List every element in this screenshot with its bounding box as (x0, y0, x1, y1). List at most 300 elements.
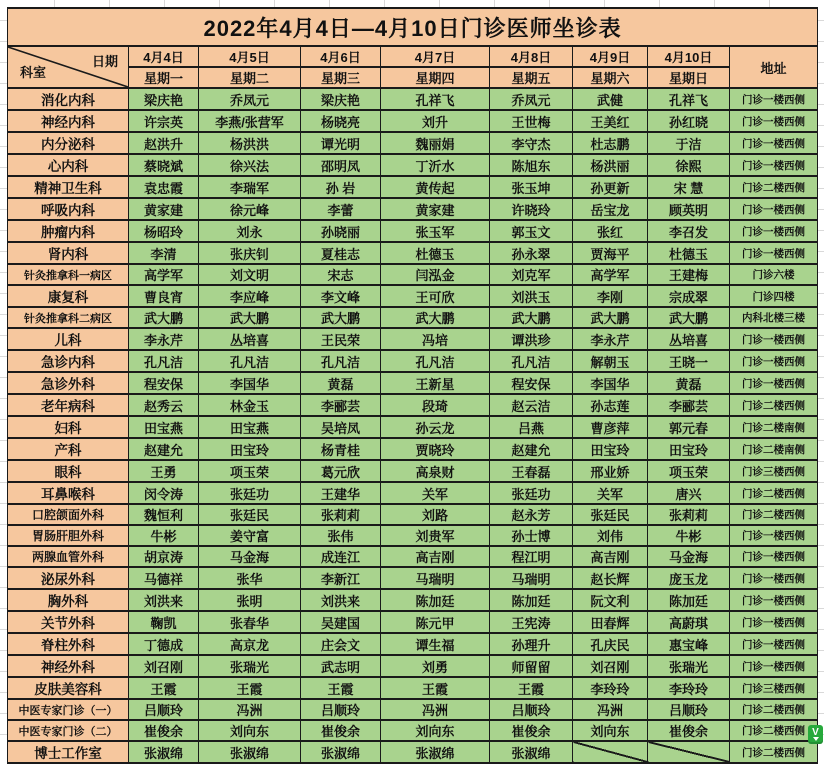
doctor-cell[interactable]: 陈加廷 (648, 589, 730, 611)
doctor-cell[interactable]: 武大鹏 (490, 307, 573, 328)
date-header-1[interactable]: 4月4日 (129, 46, 199, 67)
doctor-cell[interactable]: 谭洪珍 (490, 328, 573, 350)
doctor-cell[interactable]: 杨洪丽 (573, 154, 648, 176)
doctor-cell[interactable]: 孙晓丽 (301, 220, 381, 242)
doctor-cell[interactable]: 吕顺玲 (301, 699, 381, 720)
doctor-cell[interactable]: 陈旭东 (490, 154, 573, 176)
doctor-cell[interactable]: 师留留 (490, 655, 573, 677)
doctor-cell[interactable]: 高学军 (573, 264, 648, 285)
doctor-cell[interactable]: 马瑞明 (490, 567, 573, 589)
doctor-cell[interactable]: 武大鹏 (301, 307, 381, 328)
dept-cell[interactable]: 胸外科 (8, 589, 129, 611)
doctor-cell[interactable]: 葛元欣 (301, 460, 381, 482)
wps-corner-badge-icon[interactable] (808, 725, 823, 744)
doctor-cell[interactable]: 袁忠霞 (129, 176, 199, 198)
doctor-cell[interactable]: 张淑绵 (301, 741, 381, 763)
dept-cell[interactable]: 神经外科 (8, 655, 129, 677)
address-cell[interactable]: 门诊二楼西侧 (730, 741, 818, 763)
doctor-cell[interactable]: 张廷民 (573, 504, 648, 525)
address-cell[interactable]: 门诊二楼西侧 (730, 394, 818, 416)
doctor-cell[interactable]: 武大鹏 (381, 307, 490, 328)
badge-glyph: V (812, 727, 819, 738)
address-cell[interactable]: 门诊四楼 (730, 285, 818, 307)
doctor-cell[interactable]: 陈加廷 (490, 589, 573, 611)
doctor-cell[interactable]: 李刚 (573, 285, 648, 307)
empty-slash-cell[interactable] (648, 741, 730, 763)
doctor-cell[interactable]: 高吉刚 (573, 546, 648, 567)
doctor-cell[interactable]: 杨晓亮 (301, 110, 381, 132)
doctor-cell[interactable]: 姜守富 (199, 525, 301, 546)
doctor-cell[interactable]: 孔凡洁 (199, 350, 301, 372)
doctor-cell[interactable]: 许宗英 (129, 110, 199, 132)
doctor-cell[interactable]: 刘文明 (199, 264, 301, 285)
doctor-cell[interactable]: 程安保 (129, 372, 199, 394)
doctor-cell[interactable]: 刘升 (381, 110, 490, 132)
doctor-cell[interactable]: 赵洪升 (129, 132, 199, 154)
doctor-cell[interactable]: 梁庆艳 (301, 88, 381, 110)
doctor-cell[interactable]: 冯洲 (199, 699, 301, 720)
doctor-cell[interactable]: 庄会文 (301, 633, 381, 655)
dept-cell[interactable]: 急诊内科 (8, 350, 129, 372)
doctor-cell[interactable]: 王霞 (490, 677, 573, 699)
doctor-cell[interactable]: 岳宝龙 (573, 198, 648, 220)
doctor-cell[interactable]: 刘洪玉 (490, 285, 573, 307)
doctor-cell[interactable]: 郭元春 (648, 416, 730, 438)
address-cell[interactable]: 门诊一楼西侧 (730, 567, 818, 589)
doctor-cell[interactable]: 张瑞光 (648, 655, 730, 677)
doctor-cell[interactable]: 胡京涛 (129, 546, 199, 567)
doctor-cell[interactable]: 王春磊 (490, 460, 573, 482)
doctor-cell[interactable]: 冯洲 (573, 699, 648, 720)
doctor-cell[interactable]: 项玉荣 (648, 460, 730, 482)
dept-cell[interactable]: 心内科 (8, 154, 129, 176)
doctor-cell[interactable]: 鞠凯 (129, 611, 199, 633)
doctor-cell[interactable]: 黄家建 (129, 198, 199, 220)
doctor-cell[interactable]: 杨洪洪 (199, 132, 301, 154)
address-cell[interactable]: 门诊一楼西侧 (730, 633, 818, 655)
date-header-6[interactable]: 4月9日 (573, 46, 648, 67)
doctor-cell[interactable]: 孔庆民 (573, 633, 648, 655)
doctor-cell[interactable]: 徐兴法 (199, 154, 301, 176)
doctor-cell[interactable]: 刘向东 (573, 720, 648, 741)
doctor-cell[interactable]: 张淑绵 (381, 741, 490, 763)
address-cell[interactable]: 门诊一楼西侧 (730, 220, 818, 242)
weekday-header-3[interactable]: 星期三 (301, 67, 381, 88)
doctor-cell[interactable]: 黄磊 (301, 372, 381, 394)
address-cell[interactable]: 门诊六楼 (730, 264, 818, 285)
doctor-cell[interactable]: 田宝玲 (199, 438, 301, 460)
doctor-cell[interactable]: 吕顺玲 (490, 699, 573, 720)
doctor-cell[interactable]: 张伟 (301, 525, 381, 546)
doctor-cell[interactable]: 王建华 (301, 482, 381, 504)
doctor-cell[interactable]: 成连江 (301, 546, 381, 567)
doctor-cell[interactable]: 王可欣 (381, 285, 490, 307)
doctor-cell[interactable]: 李瑞军 (199, 176, 301, 198)
doctor-cell[interactable]: 王新星 (381, 372, 490, 394)
date-header-3[interactable]: 4月6日 (301, 46, 381, 67)
dept-cell[interactable]: 老年病科 (8, 394, 129, 416)
address-cell[interactable]: 门诊一楼西侧 (730, 655, 818, 677)
doctor-cell[interactable]: 孙志莲 (573, 394, 648, 416)
date-header-4[interactable]: 4月7日 (381, 46, 490, 67)
doctor-cell[interactable]: 高蔚琪 (648, 611, 730, 633)
doctor-cell[interactable]: 李蕾 (301, 198, 381, 220)
doctor-cell[interactable]: 孙理升 (490, 633, 573, 655)
address-cell[interactable]: 门诊二楼西侧 (730, 482, 818, 504)
doctor-cell[interactable]: 闵令涛 (129, 482, 199, 504)
address-cell[interactable]: 门诊二楼南侧 (730, 438, 818, 460)
doctor-cell[interactable]: 王霞 (301, 677, 381, 699)
doctor-cell[interactable]: 王美红 (573, 110, 648, 132)
doctor-cell[interactable]: 李郦芸 (648, 394, 730, 416)
doctor-cell[interactable]: 关军 (381, 482, 490, 504)
dept-cell[interactable]: 口腔颌面外科 (8, 504, 129, 525)
doctor-cell[interactable]: 张明 (199, 589, 301, 611)
doctor-cell[interactable]: 关军 (573, 482, 648, 504)
doctor-cell[interactable]: 武志明 (301, 655, 381, 677)
doctor-cell[interactable]: 徐元峰 (199, 198, 301, 220)
date-header-2[interactable]: 4月5日 (199, 46, 301, 67)
dept-cell[interactable]: 博士工作室 (8, 741, 129, 763)
doctor-cell[interactable]: 蔡晓斌 (129, 154, 199, 176)
doctor-cell[interactable]: 李应峰 (199, 285, 301, 307)
doctor-cell[interactable]: 吴培凤 (301, 416, 381, 438)
doctor-cell[interactable]: 刘克军 (490, 264, 573, 285)
doctor-cell[interactable]: 田宝玲 (573, 438, 648, 460)
address-cell[interactable]: 门诊三楼西侧 (730, 460, 818, 482)
doctor-cell[interactable]: 吕燕 (490, 416, 573, 438)
doctor-cell[interactable]: 张瑞光 (199, 655, 301, 677)
doctor-cell[interactable]: 王民荣 (301, 328, 381, 350)
dept-cell[interactable]: 儿科 (8, 328, 129, 350)
doctor-cell[interactable]: 刘召刚 (573, 655, 648, 677)
doctor-cell[interactable]: 王世梅 (490, 110, 573, 132)
address-cell[interactable]: 门诊一楼西侧 (730, 198, 818, 220)
address-cell[interactable]: 门诊一楼西侧 (730, 328, 818, 350)
doctor-cell[interactable]: 刘召刚 (129, 655, 199, 677)
dept-cell[interactable]: 神经内科 (8, 110, 129, 132)
address-cell[interactable]: 门诊一楼西侧 (730, 154, 818, 176)
address-cell[interactable]: 门诊一楼西侧 (730, 242, 818, 264)
doctor-cell[interactable]: 项玉荣 (199, 460, 301, 482)
doctor-cell[interactable]: 马德祥 (129, 567, 199, 589)
doctor-cell[interactable]: 刘伟 (573, 525, 648, 546)
doctor-cell[interactable]: 杜志鹏 (573, 132, 648, 154)
doctor-cell[interactable]: 乔凤元 (490, 88, 573, 110)
doctor-cell[interactable]: 王霞 (199, 677, 301, 699)
doctor-cell[interactable]: 刘向东 (381, 720, 490, 741)
doctor-cell[interactable]: 宋志 (301, 264, 381, 285)
dept-cell[interactable]: 皮肤美容科 (8, 677, 129, 699)
doctor-cell[interactable]: 顾英明 (648, 198, 730, 220)
doctor-cell[interactable]: 马金海 (199, 546, 301, 567)
doctor-cell[interactable]: 张庆钊 (199, 242, 301, 264)
dept-cell[interactable]: 针灸推拿科一病区 (8, 264, 129, 285)
doctor-cell[interactable]: 马瑞明 (381, 567, 490, 589)
dept-cell[interactable]: 两腺血管外科 (8, 546, 129, 567)
doctor-cell[interactable]: 吕顺玲 (129, 699, 199, 720)
doctor-cell[interactable]: 解朝玉 (573, 350, 648, 372)
doctor-cell[interactable]: 高吉刚 (381, 546, 490, 567)
doctor-cell[interactable]: 王晓一 (648, 350, 730, 372)
doctor-cell[interactable]: 刘永 (199, 220, 301, 242)
doctor-cell[interactable]: 李国华 (199, 372, 301, 394)
address-cell[interactable]: 门诊一楼西侧 (730, 589, 818, 611)
dept-cell[interactable]: 针灸推拿科二病区 (8, 307, 129, 328)
doctor-cell[interactable]: 武大鹏 (129, 307, 199, 328)
doctor-cell[interactable]: 梁庆艳 (129, 88, 199, 110)
doctor-cell[interactable]: 武大鹏 (573, 307, 648, 328)
doctor-cell[interactable]: 邵明凤 (301, 154, 381, 176)
doctor-cell[interactable]: 孔祥飞 (381, 88, 490, 110)
doctor-cell[interactable]: 崔俊余 (301, 720, 381, 741)
doctor-cell[interactable]: 孙士博 (490, 525, 573, 546)
dept-cell[interactable]: 妇科 (8, 416, 129, 438)
doctor-cell[interactable]: 高泉财 (381, 460, 490, 482)
doctor-cell[interactable]: 李永芹 (573, 328, 648, 350)
weekday-header-7[interactable]: 星期日 (648, 67, 730, 88)
doctor-cell[interactable]: 吕顺玲 (648, 699, 730, 720)
address-cell[interactable]: 门诊三楼西侧 (730, 677, 818, 699)
doctor-cell[interactable]: 许晓玲 (490, 198, 573, 220)
doctor-cell[interactable]: 王霞 (129, 677, 199, 699)
doctor-cell[interactable]: 武健 (573, 88, 648, 110)
doctor-cell[interactable]: 段琦 (381, 394, 490, 416)
doctor-cell[interactable]: 张莉莉 (301, 504, 381, 525)
doctor-cell[interactable]: 张廷功 (199, 482, 301, 504)
doctor-cell[interactable]: 丛培喜 (648, 328, 730, 350)
doctor-cell[interactable]: 闫泓金 (381, 264, 490, 285)
doctor-cell[interactable]: 牛彬 (648, 525, 730, 546)
doctor-cell[interactable]: 丛培喜 (199, 328, 301, 350)
doctor-cell[interactable]: 林金玉 (199, 394, 301, 416)
doctor-cell[interactable]: 杨青桂 (301, 438, 381, 460)
table-row (8, 198, 818, 220)
doctor-cell[interactable]: 孔凡洁 (129, 350, 199, 372)
doctor-cell[interactable]: 曹彦萍 (573, 416, 648, 438)
doctor-cell[interactable]: 曹良宵 (129, 285, 199, 307)
weekday-header-5[interactable]: 星期五 (490, 67, 573, 88)
doctor-cell[interactable]: 王霞 (381, 677, 490, 699)
address-cell[interactable]: 门诊二楼西侧 (730, 720, 818, 741)
doctor-cell[interactable]: 牛彬 (129, 525, 199, 546)
address-cell[interactable]: 门诊二楼西侧 (730, 504, 818, 525)
doctor-cell[interactable]: 张红 (573, 220, 648, 242)
doctor-cell[interactable]: 贾晓玲 (381, 438, 490, 460)
dept-cell[interactable]: 中医专家门诊（二） (8, 720, 129, 741)
doctor-cell[interactable]: 贾海平 (573, 242, 648, 264)
dept-cell[interactable]: 脊柱外科 (8, 633, 129, 655)
doctor-cell[interactable]: 谭生福 (381, 633, 490, 655)
dept-cell[interactable]: 中医专家门诊（一） (8, 699, 129, 720)
doctor-cell[interactable]: 武大鹏 (199, 307, 301, 328)
doctor-cell[interactable]: 李永芹 (129, 328, 199, 350)
address-cell[interactable]: 门诊一楼西侧 (730, 350, 818, 372)
doctor-cell[interactable]: 郭玉文 (490, 220, 573, 242)
doctor-cell[interactable]: 田宝玲 (648, 438, 730, 460)
address-cell[interactable]: 门诊一楼西侧 (730, 525, 818, 546)
doctor-cell[interactable]: 赵云洁 (490, 394, 573, 416)
weekday-header-1[interactable]: 星期一 (129, 67, 199, 88)
dept-cell[interactable]: 康复科 (8, 285, 129, 307)
dept-cell[interactable]: 精神卫生科 (8, 176, 129, 198)
doctor-cell[interactable]: 乔凤元 (199, 88, 301, 110)
doctor-cell[interactable]: 唐兴 (648, 482, 730, 504)
doctor-cell[interactable]: 张春华 (199, 611, 301, 633)
doctor-cell[interactable]: 徐熙 (648, 154, 730, 176)
doctor-cell[interactable]: 孔凡洁 (381, 350, 490, 372)
doctor-cell[interactable]: 孙更新 (573, 176, 648, 198)
address-cell[interactable]: 门诊二楼西侧 (730, 699, 818, 720)
doctor-cell[interactable]: 黄传起 (381, 176, 490, 198)
doctor-cell[interactable]: 李清 (129, 242, 199, 264)
doctor-cell[interactable]: 李新江 (301, 567, 381, 589)
doctor-cell[interactable]: 张华 (199, 567, 301, 589)
doctor-cell[interactable]: 李玲玲 (573, 677, 648, 699)
dept-cell[interactable]: 眼科 (8, 460, 129, 482)
doctor-cell[interactable]: 刘勇 (381, 655, 490, 677)
doctor-cell[interactable]: 孔祥飞 (648, 88, 730, 110)
doctor-cell[interactable]: 田春辉 (573, 611, 648, 633)
doctor-cell[interactable]: 刘路 (381, 504, 490, 525)
dept-cell[interactable]: 肿瘤内科 (8, 220, 129, 242)
doctor-cell[interactable]: 阮文利 (573, 589, 648, 611)
doctor-cell[interactable]: 王勇 (129, 460, 199, 482)
doctor-cell[interactable]: 王宪涛 (490, 611, 573, 633)
doctor-cell[interactable]: 田宝燕 (129, 416, 199, 438)
doctor-cell[interactable]: 孔凡洁 (301, 350, 381, 372)
doctor-cell[interactable]: 赵秀云 (129, 394, 199, 416)
doctor-cell[interactable]: 程安保 (490, 372, 573, 394)
dept-cell[interactable]: 产科 (8, 438, 129, 460)
doctor-cell[interactable]: 赵建允 (129, 438, 199, 460)
doctor-cell[interactable]: 田宝燕 (199, 416, 301, 438)
doctor-cell[interactable]: 赵长辉 (573, 567, 648, 589)
doctor-cell[interactable]: 黄家建 (381, 198, 490, 220)
doctor-cell[interactable]: 赵建允 (490, 438, 573, 460)
dept-cell[interactable]: 呼吸内科 (8, 198, 129, 220)
doctor-cell[interactable]: 李守杰 (490, 132, 573, 154)
doctor-cell[interactable]: 夏桂志 (301, 242, 381, 264)
doctor-cell[interactable]: 陈元甲 (381, 611, 490, 633)
table-title[interactable]: 2022年4月4日—4月10日门诊医师坐诊表 (8, 8, 818, 46)
doctor-cell[interactable]: 孙 岩 (301, 176, 381, 198)
doctor-cell[interactable]: 丁沂水 (381, 154, 490, 176)
address-cell[interactable]: 门诊一楼西侧 (730, 88, 818, 110)
doctor-cell[interactable]: 李召发 (648, 220, 730, 242)
doctor-cell[interactable]: 孔凡洁 (490, 350, 573, 372)
doctor-cell[interactable]: 赵永芳 (490, 504, 573, 525)
address-cell[interactable]: 门诊一楼西侧 (730, 372, 818, 394)
doctor-cell[interactable]: 孙云龙 (381, 416, 490, 438)
doctor-cell[interactable]: 张淑绵 (490, 741, 573, 763)
doctor-cell[interactable]: 武大鹏 (648, 307, 730, 328)
doctor-cell[interactable]: 陈加廷 (381, 589, 490, 611)
doctor-cell[interactable]: 冯培 (381, 328, 490, 350)
doctor-cell[interactable]: 孙永翠 (490, 242, 573, 264)
address-cell[interactable]: 门诊一楼西侧 (730, 611, 818, 633)
doctor-cell[interactable]: 冯洲 (381, 699, 490, 720)
dept-cell[interactable]: 内分泌科 (8, 132, 129, 154)
doctor-cell[interactable]: 马金海 (648, 546, 730, 567)
dept-cell[interactable]: 肾内科 (8, 242, 129, 264)
doctor-cell[interactable]: 刘洪来 (129, 589, 199, 611)
address-cell[interactable]: 内科北楼三楼 (730, 307, 818, 328)
address-header[interactable]: 地址 (730, 46, 818, 88)
doctor-cell[interactable]: 黄磊 (648, 372, 730, 394)
doctor-cell[interactable]: 邢业娇 (573, 460, 648, 482)
address-cell[interactable]: 门诊二楼西侧 (730, 176, 818, 198)
doctor-cell[interactable]: 高京龙 (199, 633, 301, 655)
dept-cell[interactable]: 急诊外科 (8, 372, 129, 394)
doctor-cell[interactable]: 张淑绵 (199, 741, 301, 763)
doctor-cell[interactable]: 宋 慧 (648, 176, 730, 198)
dept-cell[interactable]: 胃肠肝胆外科 (8, 525, 129, 546)
dept-cell[interactable]: 关节外科 (8, 611, 129, 633)
dept-date-corner-cell[interactable] (8, 46, 129, 88)
address-cell[interactable]: 门诊一楼西侧 (730, 110, 818, 132)
doctor-cell[interactable]: 王建梅 (648, 264, 730, 285)
doctor-cell[interactable]: 刘贵军 (381, 525, 490, 546)
weekday-header-2[interactable]: 星期二 (199, 67, 301, 88)
doctor-cell[interactable]: 丁德成 (129, 633, 199, 655)
dept-cell[interactable]: 耳鼻喉科 (8, 482, 129, 504)
table-row (8, 110, 818, 132)
doctor-cell[interactable]: 张玉坤 (490, 176, 573, 198)
weekday-header-6[interactable]: 星期六 (573, 67, 648, 88)
doctor-cell[interactable]: 谭光明 (301, 132, 381, 154)
dept-cell[interactable]: 泌尿外科 (8, 567, 129, 589)
doctor-cell[interactable]: 孙红晓 (648, 110, 730, 132)
doctor-cell[interactable]: 魏恒利 (129, 504, 199, 525)
address-cell[interactable]: 门诊二楼南侧 (730, 416, 818, 438)
doctor-cell[interactable]: 庞玉龙 (648, 567, 730, 589)
doctor-cell[interactable]: 魏丽娟 (381, 132, 490, 154)
doctor-cell[interactable]: 崔俊余 (490, 720, 573, 741)
doctor-cell[interactable]: 吴建国 (301, 611, 381, 633)
doctor-cell[interactable]: 张淑绵 (129, 741, 199, 763)
doctor-cell[interactable]: 杨昭玲 (129, 220, 199, 242)
doctor-cell[interactable]: 张廷民 (199, 504, 301, 525)
doctor-cell[interactable]: 杜德玉 (381, 242, 490, 264)
doctor-cell[interactable]: 刘向东 (199, 720, 301, 741)
doctor-cell[interactable]: 崔俊余 (129, 720, 199, 741)
address-cell[interactable]: 门诊一楼西侧 (730, 132, 818, 154)
dept-cell[interactable]: 消化内科 (8, 88, 129, 110)
address-cell[interactable]: 门诊一楼西侧 (730, 546, 818, 567)
doctor-cell[interactable]: 张莉莉 (648, 504, 730, 525)
doctor-cell[interactable]: 宗成翠 (648, 285, 730, 307)
doctor-cell[interactable]: 高学军 (129, 264, 199, 285)
weekday-header-4[interactable]: 星期四 (381, 67, 490, 88)
doctor-cell[interactable]: 于洁 (648, 132, 730, 154)
doctor-cell[interactable]: 李文峰 (301, 285, 381, 307)
doctor-cell[interactable]: 张廷功 (490, 482, 573, 504)
date-header-5[interactable]: 4月8日 (490, 46, 573, 67)
empty-slash-cell[interactable] (573, 741, 648, 763)
date-header-7[interactable]: 4月10日 (648, 46, 730, 67)
doctor-cell[interactable]: 李国华 (573, 372, 648, 394)
doctor-cell[interactable]: 崔俊余 (648, 720, 730, 741)
doctor-cell[interactable]: 张玉军 (381, 220, 490, 242)
doctor-cell[interactable]: 李燕/张营军 (199, 110, 301, 132)
doctor-cell[interactable]: 惠宝峰 (648, 633, 730, 655)
doctor-cell[interactable]: 李郦芸 (301, 394, 381, 416)
doctor-cell[interactable]: 程江明 (490, 546, 573, 567)
doctor-cell[interactable]: 李玲玲 (648, 677, 730, 699)
doctor-cell[interactable]: 刘洪来 (301, 589, 381, 611)
doctor-cell[interactable]: 杜德玉 (648, 242, 730, 264)
